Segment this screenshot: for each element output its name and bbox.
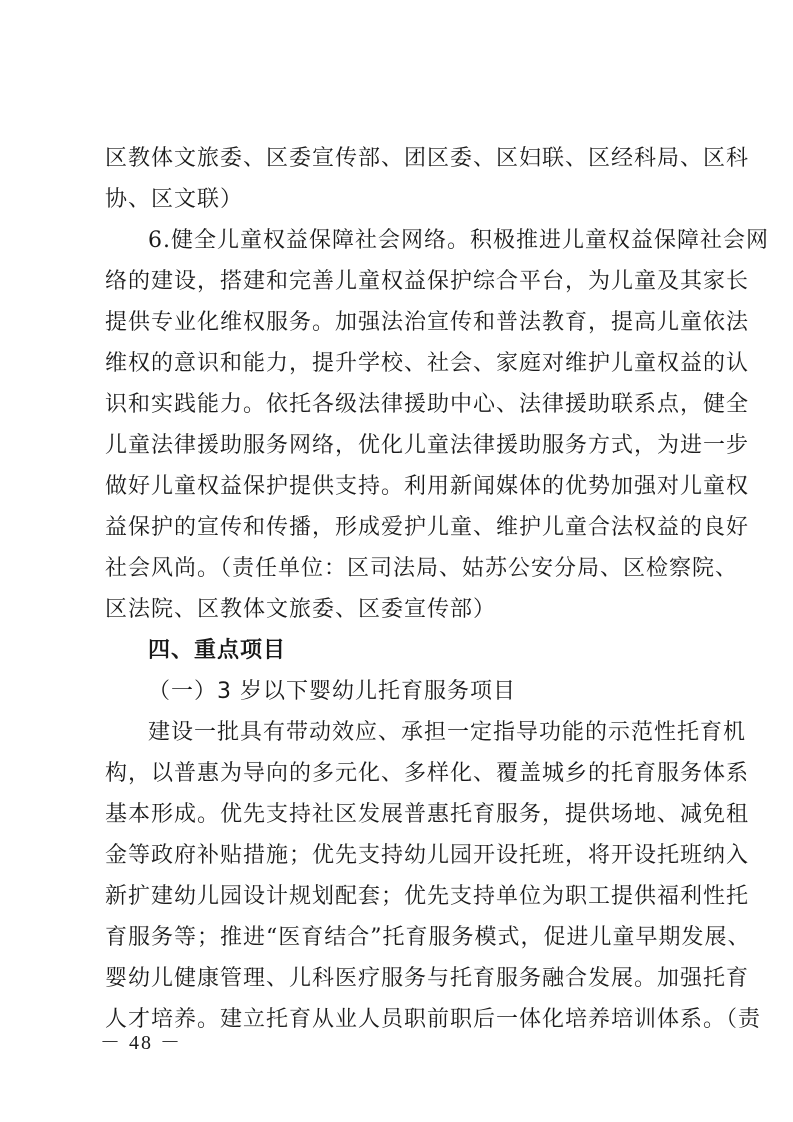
text-line: 建设一批具有带动效应、承担一定指导功能的示范性托育机 — [148, 720, 747, 745]
text-line: 区法院、区教体文旅委、区委宣传部） — [105, 597, 497, 622]
text-line: 做好儿童权益保护提供支持。利用新闻媒体的优势加强对儿童权 — [105, 474, 750, 499]
text-line: 育服务等；推进“医育结合”托育服务模式，促进儿童早期发展、 — [105, 925, 751, 950]
text-line: 婴幼儿健康管理、儿科医疗服务与托育服务融合发展。加强托育 — [105, 966, 750, 991]
text-line: 维权的意识和能力，提升学校、社会、家庭对维护儿童权益的认 — [105, 351, 750, 376]
text-line: 社会风尚。（责任单位：区司法局、姑苏公安分局、区检察院、 — [105, 556, 739, 581]
page-number: － 48 － — [100, 1032, 182, 1054]
text-line: 构，以普惠为导向的多元化、多样化、覆盖城乡的托育服务体系 — [105, 761, 750, 786]
text-line: 新扩建幼儿园设计规划配套；优先支持单位为职工提供福利性托 — [105, 884, 750, 909]
text-line: 人才培养。建立托育从业人员职前职后一体化培养培训体系。（责 — [105, 1007, 762, 1032]
text-line: 区教体文旅委、区委宣传部、团区委、区妇联、区经科局、区科 — [105, 146, 750, 171]
subsection-heading: （一）3 岁以下婴幼儿托育服务项目 — [148, 679, 516, 704]
text-line: 提供专业化维权服务。加强法治宣传和普法教育，提高儿童依法 — [105, 310, 750, 335]
text-line: 儿童法律援助服务网络，优化儿童法律援助服务方式，为进一步 — [105, 433, 750, 458]
text-line: 识和实践能力。依托各级法律援助中心、法律援助联系点，健全 — [105, 392, 750, 417]
text-line: 协、区文联） — [105, 187, 244, 212]
text-line: 6.健全儿童权益保障社会网络。积极推进儿童权益保障社会网 — [148, 228, 769, 253]
text-line: 基本形成。优先支持社区发展普惠托育服务，提供场地、减免租 — [105, 802, 750, 827]
text-line: 益保护的宣传和传播，形成爱护儿童、维护儿童合法权益的良好 — [105, 515, 750, 540]
text-line: 金等政府补贴措施；优先支持幼儿园开设托班，将开设托班纳入 — [105, 843, 750, 868]
section-heading: 四、重点项目 — [148, 638, 287, 663]
text-line: 络的建设，搭建和完善儿童权益保护综合平台，为儿童及其家长 — [105, 269, 750, 294]
